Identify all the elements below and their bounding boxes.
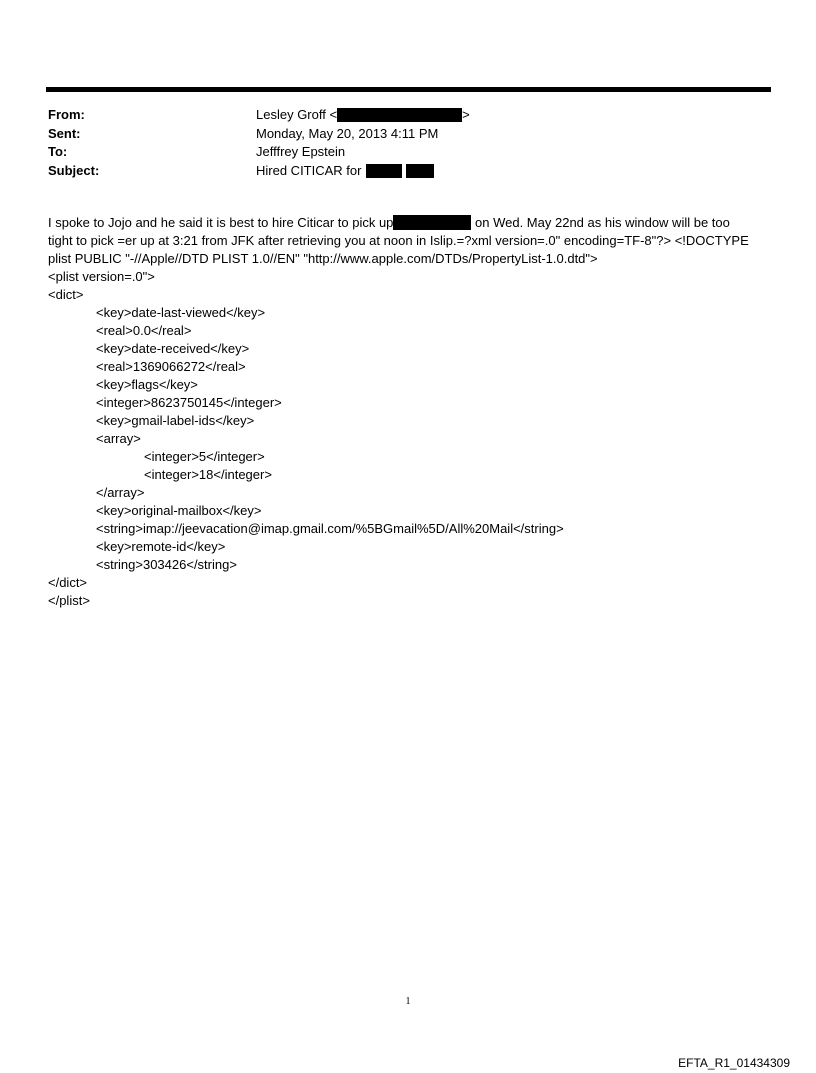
redaction-box: [337, 108, 462, 122]
xml-line: <key>remote-id</key>: [96, 539, 226, 554]
body-line-3: plist PUBLIC "-//Apple//DTD PLIST 1.0//EN" "http://www.apple.com/DTDs/PropertyList-1.0.dtd">: [48, 251, 598, 266]
xml-line: <string>303426</string>: [96, 557, 237, 572]
xml-line: <key>original-mailbox</key>: [96, 503, 262, 518]
header-rule: [46, 87, 771, 92]
subject-value: [256, 162, 434, 181]
xml-line: <integer>18</integer>: [144, 467, 272, 482]
page-number: 1: [405, 996, 411, 1007]
xml-line: </dict>: [48, 575, 88, 590]
xml-line: <string>imap://jeevacation@imap.gmail.com/%5BGmail%5D/All%20Mail</string>: [96, 521, 564, 536]
xml-line: <key>flags</key>: [96, 377, 198, 392]
from-label: From:: [48, 107, 85, 122]
subject-text: Hired CITICAR for: [256, 162, 362, 178]
from-row: [48, 106, 470, 125]
xml-line: </array>: [96, 485, 145, 500]
document-id: EFTA_R1_01434309: [678, 1056, 790, 1070]
xml-line: <array>: [96, 431, 141, 446]
sent-row: [48, 125, 470, 144]
to-value: Jefffrey Epstein: [256, 144, 346, 159]
to-label: To:: [48, 144, 68, 159]
subject-label: Subject:: [48, 162, 100, 178]
xml-line: <integer>5</integer>: [144, 449, 265, 464]
to-row: [48, 143, 470, 162]
xml-line: <integer>8623750145</integer>: [96, 395, 282, 410]
subject-row: [48, 162, 470, 181]
from-suffix: >: [462, 107, 470, 122]
email-header: [48, 106, 470, 180]
xml-line: <real>0.0</real>: [96, 323, 192, 338]
xml-line: <dict>: [48, 287, 84, 302]
body-text-segment: I spoke to Jojo and he said it is best to hire Citicar to pick up: [48, 215, 394, 230]
xml-line: <plist version=.0">: [48, 269, 155, 284]
xml-line: </plist>: [48, 593, 90, 608]
xml-line: <key>date-last-viewed</key>: [96, 305, 266, 320]
from-name: Lesley Groff <: [256, 107, 338, 122]
redaction-box: [393, 215, 471, 230]
body-line-2: tight to pick =er up at 3:21 from JFK after retrieving you at noon in Islip.=?xml version=.0" encoding=TF-8"?> <!DOCTYPE: [48, 233, 749, 248]
sent-label: Sent:: [48, 125, 81, 141]
xml-line: <real>1369066272</real>: [96, 359, 246, 374]
redaction-box: [406, 164, 434, 178]
from-value: [256, 106, 470, 125]
redaction-box: [366, 164, 402, 178]
xml-line: <key>gmail-label-ids</key>: [96, 413, 255, 428]
email-body: [48, 214, 778, 610]
body-text-segment: on Wed. May 22nd as his window will be too: [471, 215, 730, 230]
sent-value: Monday, May 20, 2013 4:11 PM: [256, 125, 439, 141]
body-line-1: [48, 214, 778, 232]
xml-line: <key>date-received</key>: [96, 341, 250, 356]
